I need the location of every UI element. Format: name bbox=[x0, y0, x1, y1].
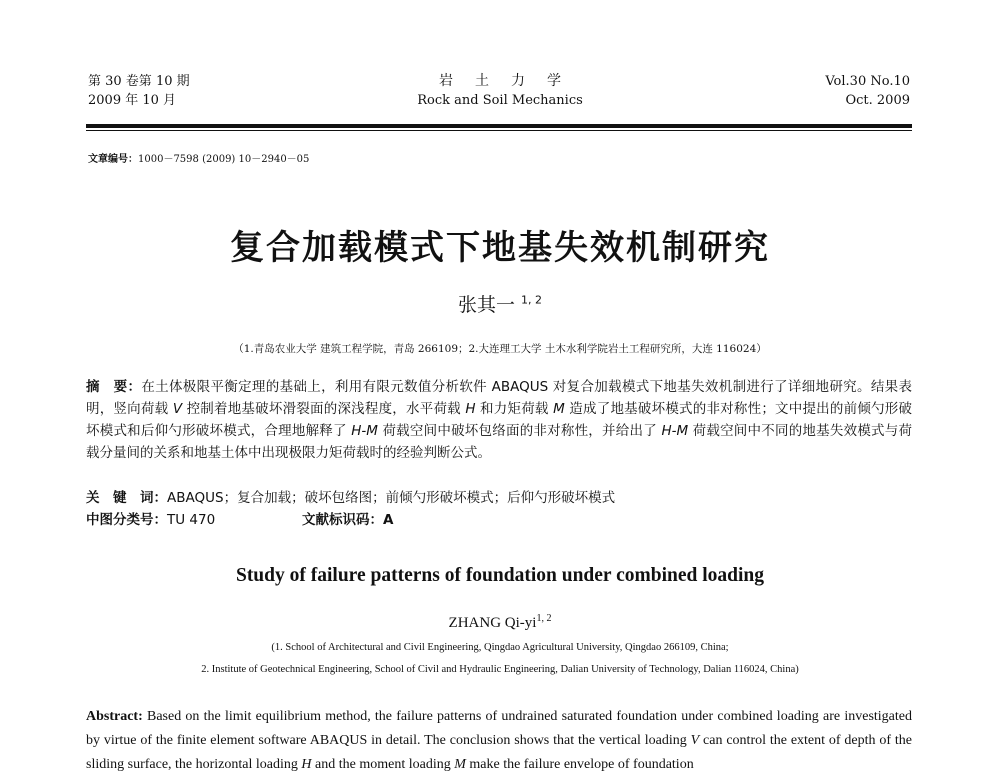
abstract-text-cn-4: 造成了地基破坏模式的非对称性；文中提出的前倾勺形破坏模式和后仰勺形破坏模式，合理地解释了 bbox=[86, 401, 912, 439]
paper-title-cn: 复合加载模式下地基失效机制研究 bbox=[230, 228, 770, 268]
article-number-label: 文章编号： bbox=[88, 154, 138, 165]
header-date-en: Oct. 2009 bbox=[845, 93, 910, 108]
document-code bbox=[302, 508, 393, 528]
document-code-label: 文献标识码： bbox=[302, 512, 383, 528]
abstract-text-cn-1: 在土体极限平衡定理的基础上，利用有限元数值分析软件 ABAQUS 对复合加载模式下地基失效机制进行了详细地研究。结果表明，竖向荷载 bbox=[86, 379, 912, 417]
article-number bbox=[88, 150, 309, 165]
abstract-text-en-4: make the failure envelope of foundation bbox=[465, 757, 694, 772]
clc-label: 中图分类号： bbox=[86, 512, 167, 528]
journal-name-en: Rock and Soil Mechanics bbox=[417, 93, 583, 108]
clc-value: TU 470 bbox=[167, 512, 216, 528]
header-date: 2009 年 10 月 bbox=[88, 93, 177, 108]
paper-title-en: Study of failure patterns of foundation under combined loading bbox=[235, 565, 765, 586]
abstract-label-en: Abstract: bbox=[86, 709, 143, 724]
abstract-text-cn-6: 荷载空间中不同的地基失效模式与荷载分量间的关系和地基土体中出现极限力矩荷载时的经验判断公式。 bbox=[86, 423, 912, 461]
author-en bbox=[0, 613, 1000, 632]
author-name-en: ZHANG Qi-yi bbox=[448, 615, 537, 631]
affiliation-cn: （1.青岛农业大学 建筑工程学院，青岛 266109；2.大连理工大学 土木水利学院岩土工程研究所，大连 116024） bbox=[233, 343, 767, 355]
keywords-label-cn: 关 键 词： bbox=[86, 490, 167, 506]
symbol-v: V bbox=[172, 401, 183, 417]
classification-row bbox=[86, 508, 912, 528]
symbol-hm: H-M bbox=[351, 423, 378, 439]
abstract-text-en-2: can control the extent of depth of the sliding surface, the horizontal loading bbox=[86, 733, 912, 772]
symbol-m-en: M bbox=[454, 757, 466, 772]
author-cn bbox=[0, 290, 1000, 317]
abstract-label-cn: 摘 要： bbox=[86, 379, 142, 395]
article-number-value: 1000－7598 (2009) 10－2940－05 bbox=[138, 154, 310, 165]
document-code-value: A bbox=[383, 512, 394, 528]
abstract-en bbox=[86, 705, 912, 777]
abstract-cn bbox=[86, 376, 912, 464]
symbol-h: H bbox=[465, 401, 476, 417]
abstract-text-cn-3: 和力矩荷载 bbox=[475, 401, 554, 417]
header-volume-issue: 第 30 卷第 10 期 bbox=[88, 74, 190, 89]
symbol-v-en: V bbox=[690, 733, 700, 748]
author-affil-sup-cn: 1, 2 bbox=[521, 293, 543, 307]
abstract-text-en-1: Based on the limit equilibrium method, the failure patterns of undrained saturated foundation under combined loading are investigated by virtue of the finite element software ABAQUS in detail. The conclusion shows that the vertical loading bbox=[86, 709, 912, 748]
keywords-value-cn: ABAQUS；复合加载；破坏包络图；前倾勺形破坏模式；后仰勺形破坏模式 bbox=[167, 490, 616, 506]
abstract-text-cn-2: 控制着地基破坏滑裂面的深浅程度，水平荷载 bbox=[182, 401, 466, 417]
header-volume-en: Vol.30 No.10 bbox=[825, 74, 910, 89]
symbol-hm: H-M bbox=[661, 423, 689, 439]
symbol-m: M bbox=[553, 401, 565, 417]
author-affil-sup-en: 1, 2 bbox=[536, 613, 552, 624]
abstract-text-cn-5: 荷载空间中破坏包络面的非对称性，并给出了 bbox=[377, 423, 662, 439]
journal-name-cn: 岩土力学 bbox=[439, 73, 583, 89]
affiliation-en-1: (1. School of Architectural and Civil Engineering, Qingdao Agricultural University, Qingdao 266109, China; bbox=[271, 642, 729, 653]
header-rule-thin bbox=[86, 130, 912, 131]
abstract-text-en-3: and the moment loading bbox=[311, 757, 455, 772]
author-name-cn: 张其一 bbox=[457, 294, 515, 316]
affiliation-en-2: 2. Institute of Geotechnical Engineering, School of Civil and Hydraulic Engineering, Dalian University of Technology, Dalian 116024, China) bbox=[201, 664, 799, 675]
header-volume-info-en bbox=[825, 72, 910, 110]
keywords-cn bbox=[86, 486, 615, 506]
header-rule-thick bbox=[86, 124, 912, 128]
symbol-h-en: H bbox=[301, 757, 312, 772]
